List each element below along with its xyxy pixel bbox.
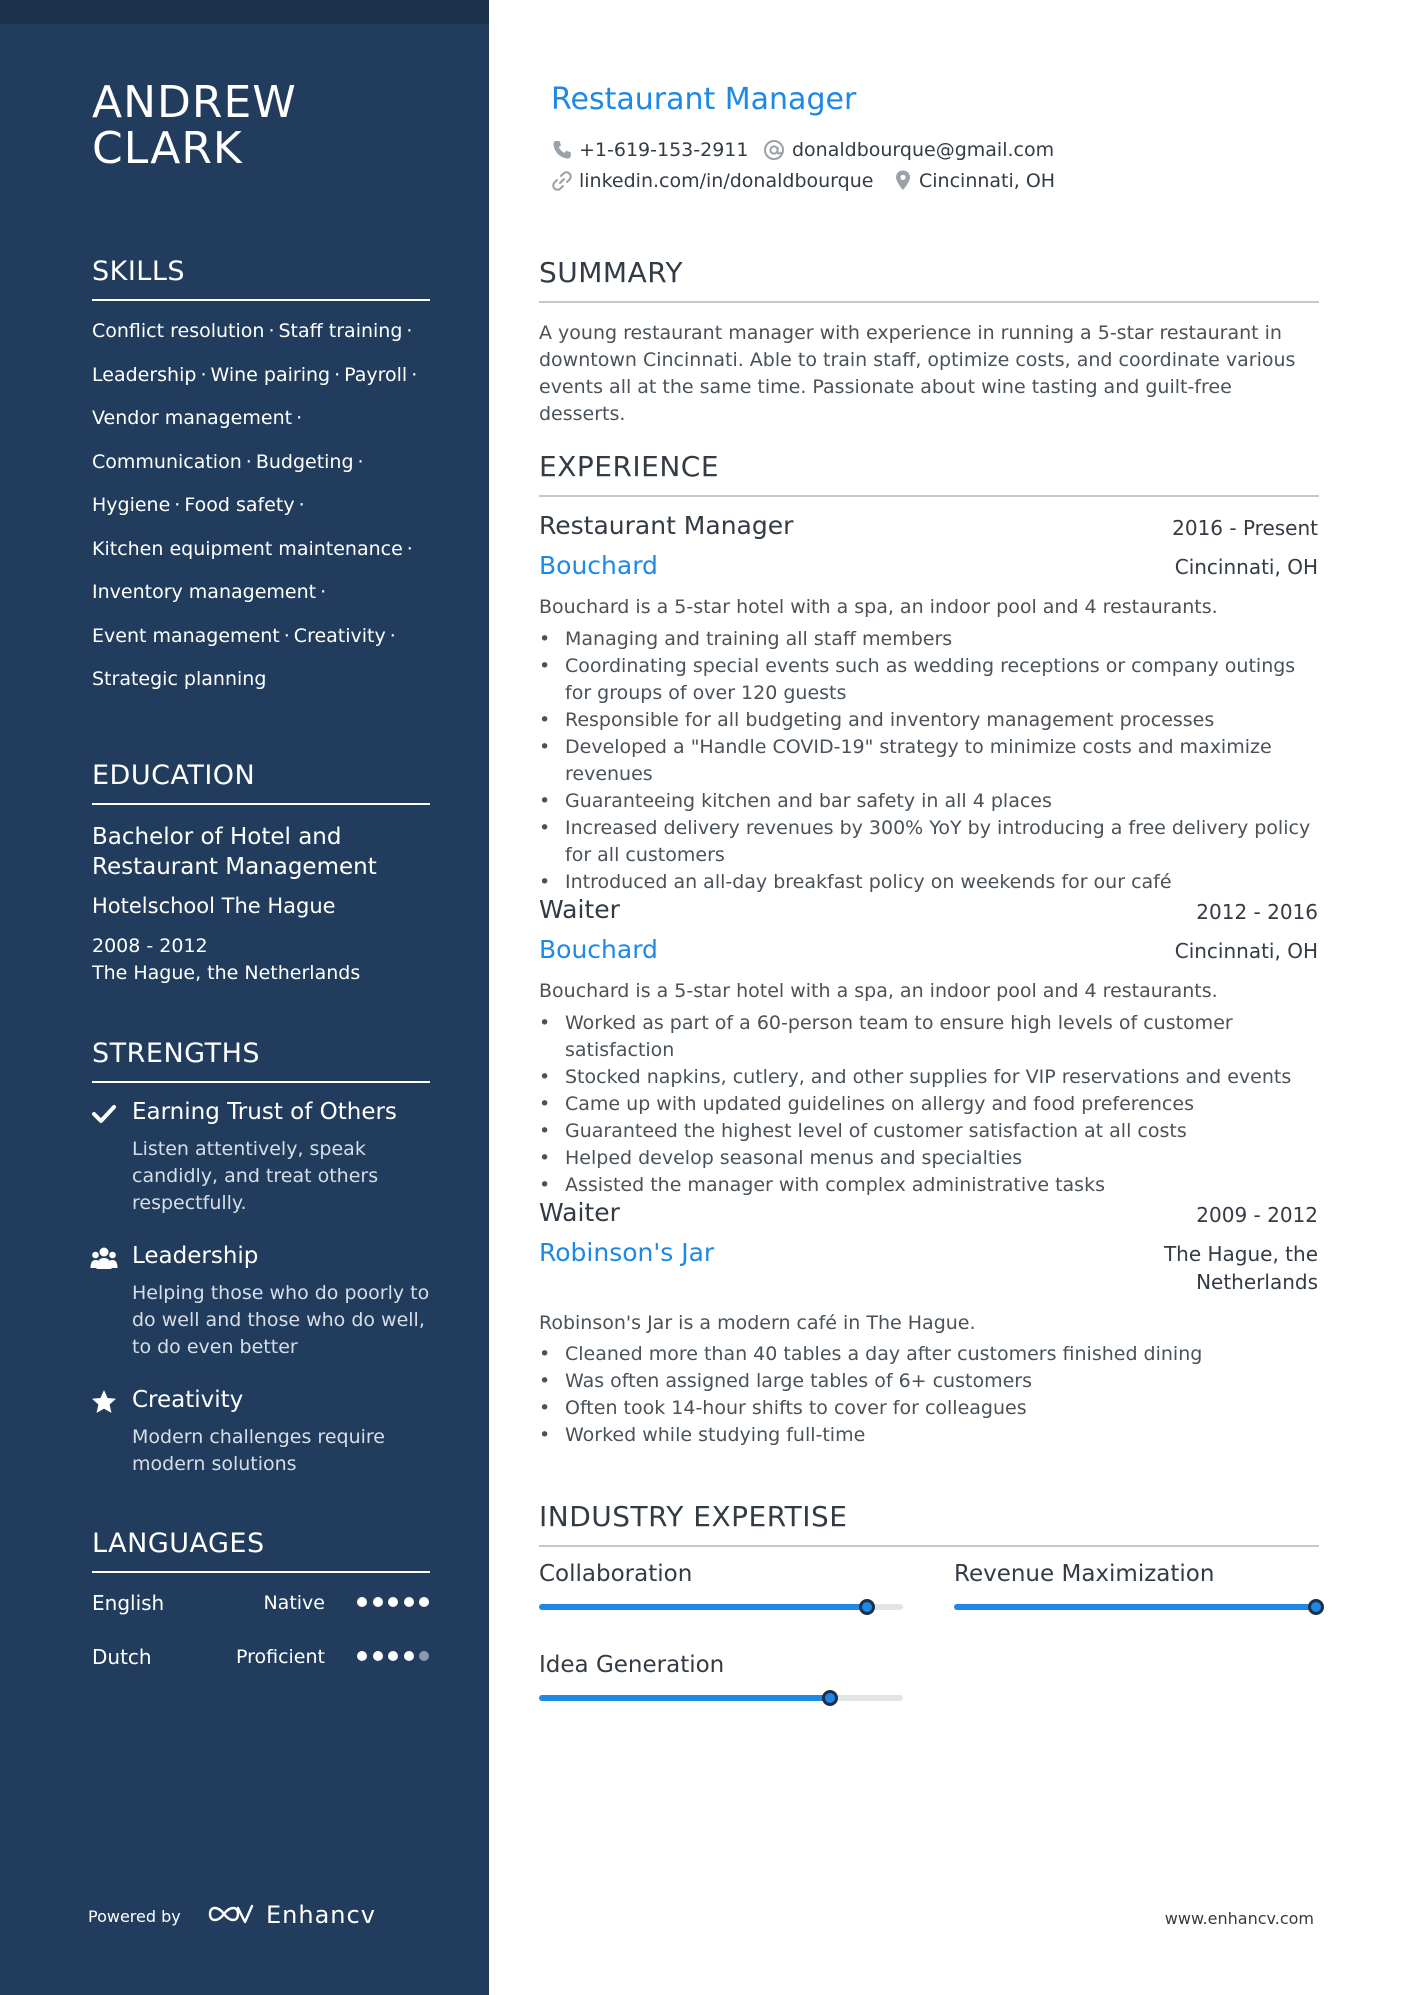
check-icon — [90, 1100, 118, 1128]
name-last: CLARK — [92, 123, 243, 174]
strength-description: Modern challenges require modern solutions — [132, 1426, 385, 1475]
job-bullet: • Introduced an all-day breakfast policy on weekends for our café — [539, 869, 1319, 896]
skill-item: Creativity — [293, 624, 386, 647]
job-bullet: • Developed a "Handle COVID-19" strategy to minimize costs and maximize revenues — [539, 734, 1319, 788]
expertise-bar — [954, 1604, 1318, 1610]
job-bullet: • Was often assigned large tables of 6+ customers — [539, 1368, 1319, 1395]
job-bullet: • Worked as part of a 60-person team to ensure high levels of customer satisfaction — [539, 1010, 1319, 1064]
skill-separator: · — [268, 320, 275, 342]
enhancv-logo-icon — [207, 1899, 255, 1929]
people-icon — [90, 1244, 118, 1272]
skill-separator: · — [411, 363, 418, 386]
rating-dot-filled — [388, 1651, 398, 1661]
job-bullet: • Guaranteeing kitchen and bar safety in all 4 places — [539, 788, 1319, 815]
strength-description: Listen attentively, speak candidly, and treat others respectfully. — [132, 1138, 379, 1214]
skill-item: Payroll — [344, 363, 408, 386]
strength-title: Earning Trust of Others — [132, 1099, 397, 1125]
language-rating — [357, 1651, 431, 1663]
skills-row — [92, 320, 416, 342]
job-bullet: • Worked while studying full-time — [539, 1422, 1319, 1449]
job-bullet: • Cleaned more than 40 tables a day after customers finished dining — [539, 1341, 1319, 1368]
skill-item: Inventory management — [92, 581, 317, 603]
rating-dot-filled — [357, 1597, 367, 1607]
skills-row — [92, 451, 368, 473]
skill-separator: · — [296, 407, 303, 429]
summary-heading: SUMMARY — [539, 256, 1319, 303]
language-level: Proficient — [235, 1646, 325, 1668]
skill-item: Communication — [92, 450, 242, 473]
skill-item: Vendor management — [92, 407, 293, 429]
education-location: The Hague, the Netherlands — [92, 962, 361, 984]
expertise-bar-knob — [1308, 1599, 1324, 1615]
job-bullet: • Helped develop seasonal menus and specialties — [539, 1145, 1319, 1172]
at-sign-icon — [763, 139, 785, 161]
education-degree: Bachelor of Hotel and Restaurant Management — [92, 824, 377, 880]
job-bullet: • Coordinating special events such as wedding receptions or company outings for groups of over 120 guests — [539, 653, 1319, 707]
languages-heading: LANGUAGES — [92, 1528, 430, 1573]
job-location: Cincinnati, OH — [1174, 555, 1318, 579]
skill-separator: · — [334, 363, 341, 386]
expertise-bar — [539, 1695, 903, 1701]
company-name: Robinson's Jar — [539, 1238, 715, 1267]
expertise-bar-fill — [954, 1604, 1318, 1610]
expertise-label: Revenue Maximization — [954, 1561, 1215, 1587]
skill-separator: · — [174, 494, 181, 516]
expertise-label: Idea Generation — [539, 1652, 725, 1678]
skill-item: Staff training — [278, 320, 403, 342]
expertise-bar-knob — [822, 1690, 838, 1706]
skill-item: Strategic planning — [92, 668, 267, 690]
skills-row — [92, 668, 266, 690]
rating-dot-filled — [404, 1651, 414, 1661]
name-first: ANDREW — [92, 77, 297, 128]
rating-dot-empty — [419, 1651, 429, 1661]
summary-text: A young restaurant manager with experience in running a 5-star restaurant in downtown Cincinnati. Able to train staff, optimize costs, and coordinate various events all at the same time. Passionate about wine tasting and guilt-free desserts. — [539, 322, 1296, 425]
strength-title: Leadership — [132, 1243, 259, 1269]
job-role: Restaurant Manager — [539, 511, 794, 540]
powered-by-text: Powered by — [88, 1907, 181, 1926]
job-location: The Hague, the Netherlands — [1163, 1242, 1318, 1294]
job-dates: 2012 - 2016 — [1196, 900, 1318, 924]
job-location: Cincinnati, OH — [1174, 939, 1318, 963]
skill-separator: · — [245, 450, 252, 473]
strength-title: Creativity — [132, 1387, 244, 1413]
job-role: Waiter — [539, 1198, 620, 1227]
skill-separator: · — [406, 537, 413, 560]
job-bullet: • Responsible for all budgeting and inventory management processes — [539, 707, 1319, 734]
job-bullet: • Stocked napkins, cutlery, and other supplies for VIP reservations and events — [539, 1064, 1319, 1091]
skill-separator: · — [389, 624, 396, 647]
skills-row — [92, 625, 400, 647]
sidebar — [0, 0, 489, 1995]
job-bullet: • Assisted the manager with complex administrative tasks — [539, 1172, 1319, 1199]
job-bullets — [539, 626, 1319, 896]
job-dates: 2016 - Present — [1172, 516, 1318, 540]
skills-row — [92, 581, 330, 603]
email-address[interactable]: donaldbourque@gmail.com — [792, 139, 1055, 161]
expertise-bar-fill — [539, 1604, 867, 1610]
skills-row — [92, 538, 417, 560]
skill-item: Hygiene — [92, 494, 171, 516]
experience-heading: EXPERIENCE — [539, 450, 1319, 497]
language-name: Dutch — [92, 1645, 152, 1669]
sidebar-top-bar — [0, 0, 489, 24]
skills-row — [92, 494, 309, 516]
skill-separator: · — [200, 363, 207, 386]
skill-item: Budgeting — [255, 450, 354, 473]
enhancv-brand: Enhancv — [266, 1901, 376, 1929]
skill-separator: · — [283, 624, 290, 647]
skill-separator: · — [406, 320, 413, 342]
candidate-name — [92, 77, 452, 174]
education-heading: EDUCATION — [92, 760, 430, 805]
skill-separator: · — [298, 494, 305, 516]
phone-number[interactable]: +1-619-153-2911 — [579, 139, 749, 161]
skill-separator: · — [357, 450, 364, 473]
linkedin-url[interactable]: linkedin.com/in/donaldbourque — [579, 170, 874, 192]
rating-dot-filled — [373, 1597, 383, 1607]
job-bullets — [539, 1010, 1319, 1199]
expertise-bar-knob — [859, 1599, 875, 1615]
company-description: Bouchard is a 5-star hotel with a spa, an indoor pool and 4 restaurants. — [539, 980, 1218, 1002]
expertise-bar — [539, 1604, 903, 1610]
job-title: Restaurant Manager — [551, 82, 857, 117]
job-bullet: • Managing and training all staff members — [539, 626, 1319, 653]
phone-icon — [551, 139, 573, 161]
rating-dot-filled — [388, 1597, 398, 1607]
company-name: Bouchard — [539, 551, 658, 580]
skills-heading: SKILLS — [92, 256, 430, 301]
company-description: Robinson's Jar is a modern café in The Hague. — [539, 1312, 976, 1334]
link-icon — [551, 170, 573, 192]
skills-row — [92, 407, 306, 429]
company-description: Bouchard is a 5-star hotel with a spa, an indoor pool and 4 restaurants. — [539, 596, 1218, 618]
skill-item: Conflict resolution — [92, 320, 265, 342]
job-bullet: • Came up with updated guidelines on allergy and food preferences — [539, 1091, 1319, 1118]
job-bullet: • Increased delivery revenues by 300% YoY by introducing a free delivery policy for all customers — [539, 815, 1319, 869]
star-icon — [90, 1388, 118, 1416]
language-rating — [357, 1597, 431, 1609]
skill-item: Kitchen equipment maintenance — [92, 537, 403, 560]
language-name: English — [92, 1591, 165, 1615]
job-bullet: • Often took 14-hour shifts to cover for colleagues — [539, 1395, 1319, 1422]
education-school: Hotelschool The Hague — [92, 894, 336, 918]
expertise-label: Collaboration — [539, 1561, 693, 1587]
skills-row — [92, 364, 421, 386]
rating-dot-filled — [404, 1597, 414, 1607]
job-bullet: • Guaranteed the highest level of customer satisfaction at all costs — [539, 1118, 1319, 1145]
expertise-bar-fill — [539, 1695, 830, 1701]
skill-separator: · — [320, 581, 327, 603]
industry-expertise-heading: INDUSTRY EXPERTISE — [539, 1500, 1319, 1547]
skill-item: Food safety — [184, 494, 295, 516]
language-level: Native — [263, 1592, 325, 1614]
location-pin-icon — [892, 169, 914, 191]
skill-item: Event management — [92, 624, 280, 647]
job-bullets — [539, 1341, 1319, 1449]
rating-dot-filled — [357, 1651, 367, 1661]
education-dates: 2008 - 2012 — [92, 935, 208, 957]
strengths-heading: STRENGTHS — [92, 1038, 430, 1083]
company-name: Bouchard — [539, 935, 658, 964]
rating-dot-filled — [419, 1597, 429, 1607]
website-link[interactable]: www.enhancv.com — [1164, 1909, 1314, 1928]
skill-item: Leadership — [92, 363, 197, 386]
job-role: Waiter — [539, 895, 620, 924]
header-location: Cincinnati, OH — [919, 170, 1056, 192]
rating-dot-filled — [373, 1651, 383, 1661]
strength-description: Helping those who do poorly to do well and those who do well, to do even better — [132, 1282, 430, 1358]
job-dates: 2009 - 2012 — [1196, 1203, 1318, 1227]
skill-item: Wine pairing — [210, 363, 331, 386]
